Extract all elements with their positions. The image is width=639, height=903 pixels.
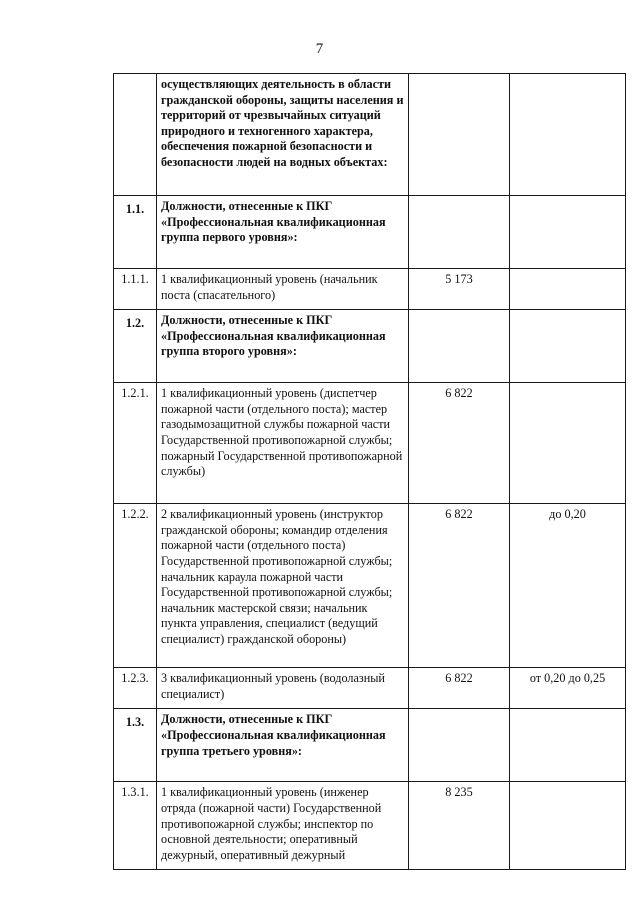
coefficient-cell: [510, 782, 626, 870]
coefficient-cell: [510, 74, 626, 196]
salary-cell: 6 822: [409, 504, 510, 668]
row-number-cell: 1.2.2.: [114, 504, 157, 668]
position-name-cell: 1 квалификационный уровень (инженер отряда (пожарной части) Государственной противопожарной службы; инспектор по основной деятельности; оперативный дежурный, оперативный дежурный: [157, 782, 409, 870]
coefficient-cell: [510, 196, 626, 269]
salary-cell: 6 822: [409, 668, 510, 709]
coefficient-cell: [510, 310, 626, 383]
position-name-cell: 3 квалификационный уровень (водолазный специалист): [157, 668, 409, 709]
coefficient-cell: от 0,20 до 0,25: [510, 668, 626, 709]
table-row: [114, 504, 626, 668]
table-row: [114, 196, 626, 269]
position-name-cell: Должности, отнесенные к ПКГ «Профессиональная квалификационная группа третьего уровня»:: [157, 709, 409, 782]
row-number-cell: 1.2.1.: [114, 383, 157, 504]
table-row: [114, 269, 626, 310]
table-row: [114, 668, 626, 709]
salary-cell: [409, 74, 510, 196]
table-row: [114, 74, 626, 196]
row-number-cell: 1.1.1.: [114, 269, 157, 310]
salary-cell: [409, 709, 510, 782]
salary-cell: [409, 196, 510, 269]
table-row: [114, 383, 626, 504]
position-name-cell: Должности, отнесенные к ПКГ «Профессиональная квалификационная группа второго уровня»:: [157, 310, 409, 383]
salary-cell: 8 235: [409, 782, 510, 870]
salary-cell: [409, 310, 510, 383]
coefficient-cell: [510, 383, 626, 504]
page-number: 7: [315, 41, 324, 57]
coefficient-cell: [510, 709, 626, 782]
position-name-cell: 1 квалификационный уровень (диспетчер пожарной части (отдельного поста); мастер газодымозащитной службы пожарной части Государственной противопожарной службы; пожарный Государственной противопожарной службы): [157, 383, 409, 504]
table-row: [114, 709, 626, 782]
position-name-cell: Должности, отнесенные к ПКГ «Профессиональная квалификационная группа первого уровня»:: [157, 196, 409, 269]
coefficient-cell: [510, 269, 626, 310]
row-number-cell: 1.3.: [114, 709, 157, 782]
salary-cell: 5 173: [409, 269, 510, 310]
position-name-cell: осуществляющих деятельность в области гражданской обороны, защиты населения и территорий от чрезвычайных ситуаций природного и техногенного характера, обеспечения пожарной безопасности и безопасности людей на водных объектах:: [157, 74, 409, 196]
salary-table: [113, 73, 626, 870]
position-name-cell: 2 квалификационный уровень (инструктор гражданской обороны; командир отделения пожарной части (отдельного поста) Государственной противопожарной службы; начальник караула пожарной части Государственной противопожарной службы; начальник мастерской связи; начальник пункта управления, специалист (ведущий специалист) гражданской обороны): [157, 504, 409, 668]
row-number-cell: 1.3.1.: [114, 782, 157, 870]
table-row: [114, 782, 626, 870]
position-name-cell: 1 квалификационный уровень (начальник поста (спасательного): [157, 269, 409, 310]
table-row: [114, 310, 626, 383]
row-number-cell: [114, 74, 157, 196]
row-number-cell: 1.2.3.: [114, 668, 157, 709]
salary-cell: 6 822: [409, 383, 510, 504]
row-number-cell: 1.1.: [114, 196, 157, 269]
coefficient-cell: до 0,20: [510, 504, 626, 668]
row-number-cell: 1.2.: [114, 310, 157, 383]
